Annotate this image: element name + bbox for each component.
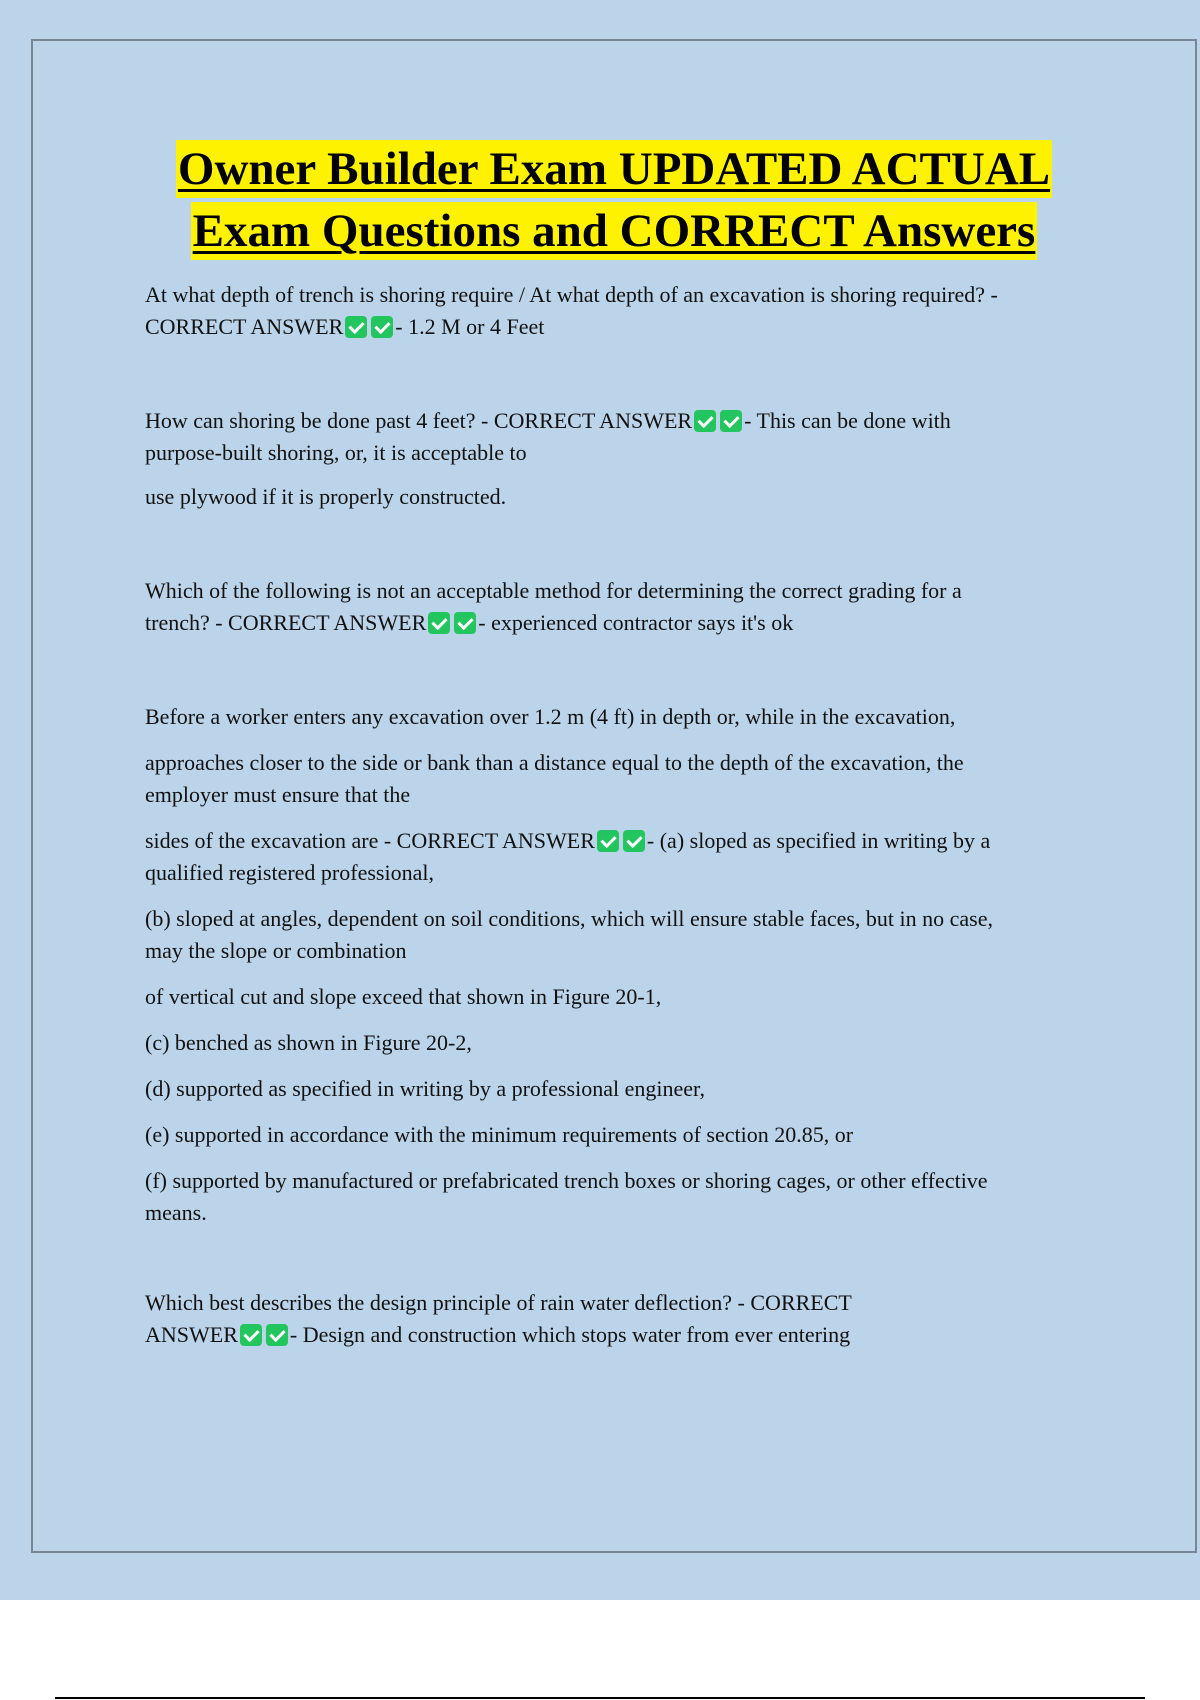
q3-line-1: Which of the following is not an acceptable method for determining the correct grading for a <box>145 578 962 603</box>
document-body <box>145 279 1095 1351</box>
q4-line-3: employer must ensure that the <box>145 782 411 807</box>
question-4 <box>145 701 1095 1229</box>
q2-question: How can shoring be done past 4 feet? - CORRECT ANSWER <box>145 408 693 433</box>
q1-answer-label: CORRECT ANSWER <box>145 314 344 339</box>
q4-line-1: Before a worker enters any excavation over 1.2 m (4 ft) in depth or, while in the excavation, <box>145 704 956 729</box>
q4-line-4 <box>145 825 1095 857</box>
document-title <box>31 140 1197 260</box>
q2-answer-start: - This can be done with <box>744 408 951 433</box>
q3-question-end: trench? - CORRECT ANSWER <box>145 610 427 635</box>
q2-line-2: purpose-built shoring, or, it is acceptable to <box>145 440 527 465</box>
q3-answer: - experienced contractor says it's ok <box>478 610 794 635</box>
question-3 <box>145 575 1095 639</box>
q4-line-9: (c) benched as shown in Figure 20-2, <box>145 1030 472 1055</box>
q4-line-6: (b) sloped at angles, dependent on soil conditions, which will ensure stable faces, but in no case, <box>145 906 994 931</box>
check-icon <box>428 612 450 634</box>
q5-answer: - Design and construction which stops water from ever entering <box>289 1322 851 1347</box>
question-2 <box>145 405 1095 513</box>
q4-line-12: (f) supported by manufactured or prefabricated trench boxes or shoring cages, or other effective <box>145 1168 988 1193</box>
q4-line-11: (e) supported in accordance with the minimum requirements of section 20.85, or <box>145 1122 854 1147</box>
check-icon <box>597 830 619 852</box>
check-icon <box>720 410 742 432</box>
q3-line-2 <box>145 607 1095 639</box>
check-icon <box>240 1324 262 1346</box>
q1-line-1: At what depth of trench is shoring require / At what depth of an excavation is shoring required? - <box>145 282 998 307</box>
q5-line-2 <box>145 1319 1095 1351</box>
question-1 <box>145 279 1095 343</box>
check-icon <box>266 1324 288 1346</box>
check-icon <box>454 612 476 634</box>
q2-line-3: use plywood if it is properly constructed. <box>145 484 507 509</box>
check-icon <box>694 410 716 432</box>
check-icon <box>623 830 645 852</box>
title-line-2: Exam Questions and CORRECT Answers <box>191 202 1038 260</box>
q1-answer: - 1.2 M or 4 Feet <box>395 314 545 339</box>
q5-line-1: Which best describes the design principle of rain water deflection? - CORRECT <box>145 1290 852 1315</box>
check-icon <box>371 316 393 338</box>
title-line-1: Owner Builder Exam UPDATED ACTUAL <box>176 140 1052 198</box>
q1-line-2 <box>145 311 1095 343</box>
q4-line-2: approaches closer to the side or bank than a distance equal to the depth of the excavation, the <box>145 750 964 775</box>
q4-line-7: may the slope or combination <box>145 938 407 963</box>
q4-line-8: of vertical cut and slope exceed that shown in Figure 20-1, <box>145 984 662 1009</box>
bottom-divider <box>55 1697 1145 1699</box>
q5-answer-label: ANSWER <box>145 1322 238 1347</box>
q4-line-5: qualified registered professional, <box>145 860 434 885</box>
q2-line-1 <box>145 405 1095 437</box>
check-icon <box>345 316 367 338</box>
q4-question-end: sides of the excavation are - CORRECT ANSWER <box>145 828 595 853</box>
question-5 <box>145 1287 1095 1351</box>
q4-line-13: means. <box>145 1200 207 1225</box>
q4-answer-a: - (a) sloped as specified in writing by a <box>646 828 991 853</box>
q4-line-10: (d) supported as specified in writing by a professional engineer, <box>145 1076 705 1101</box>
